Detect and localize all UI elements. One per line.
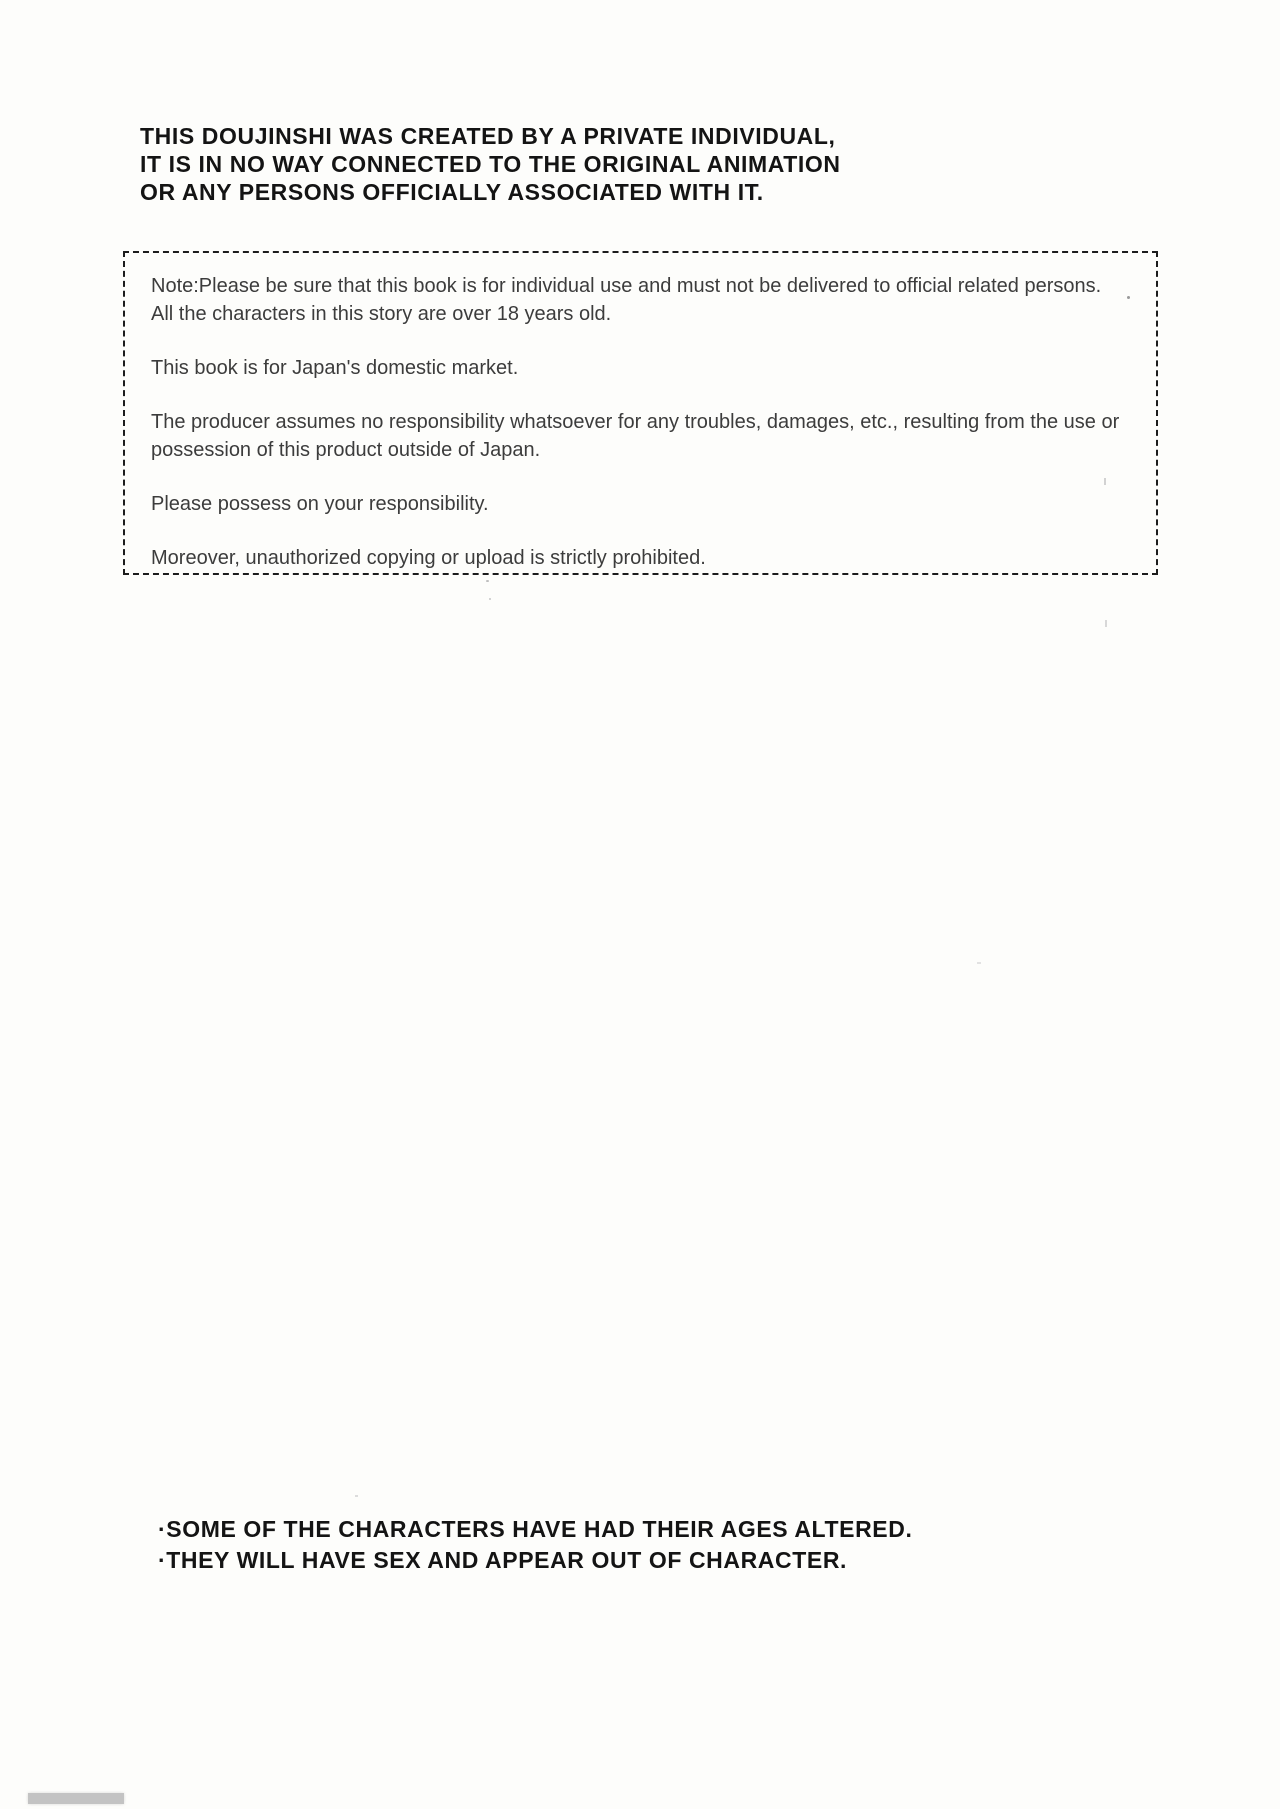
notice-line: All the characters in this story are over 18 years old. [151,303,612,325]
footer-note-line: ·SOME OF THE CHARACTERS HAVE HAD THEIR AGES ALTERED. [158,1516,913,1542]
notice-line: Please possess on your responsibility. [151,493,489,515]
notice-line: The producer assumes no responsibility whatsoever for any troubles, damages, etc., resulting from the use or [151,411,1120,433]
notice-box [123,251,1158,575]
disclaimer-header-line: THIS DOUJINSHI WAS CREATED BY A PRIVATE INDIVIDUAL, [140,123,836,149]
scan-artifact [28,1793,124,1804]
scan-artifact [489,598,491,600]
disclaimer-header-line: OR ANY PERSONS OFFICIALLY ASSOCIATED WITH IT. [140,179,764,205]
scan-artifact [355,1495,358,1497]
scan-artifact [486,580,489,582]
notice-paragraph [151,354,1130,382]
footer-note-line: ·THEY WILL HAVE SEX AND APPEAR OUT OF CHARACTER. [158,1547,848,1573]
disclaimer-header [140,122,841,206]
notice-paragraph [151,544,1130,572]
notice-line: Note:Please be sure that this book is for individual use and must not be delivered to official related persons. [151,275,1102,297]
notice-line: Moreover, unauthorized copying or upload is strictly prohibited. [151,547,706,569]
scan-artifact [1105,620,1107,627]
notice-paragraph [151,408,1130,464]
scan-artifact [977,962,981,964]
footer-notes [158,1514,912,1576]
notice-paragraph [151,272,1130,328]
notice-line: This book is for Japan's domestic market. [151,357,519,379]
notice-line: possession of this product outside of Japan. [151,439,541,461]
notice-paragraph [151,490,1130,518]
disclaimer-header-line: IT IS IN NO WAY CONNECTED TO THE ORIGINAL ANIMATION [140,151,841,177]
